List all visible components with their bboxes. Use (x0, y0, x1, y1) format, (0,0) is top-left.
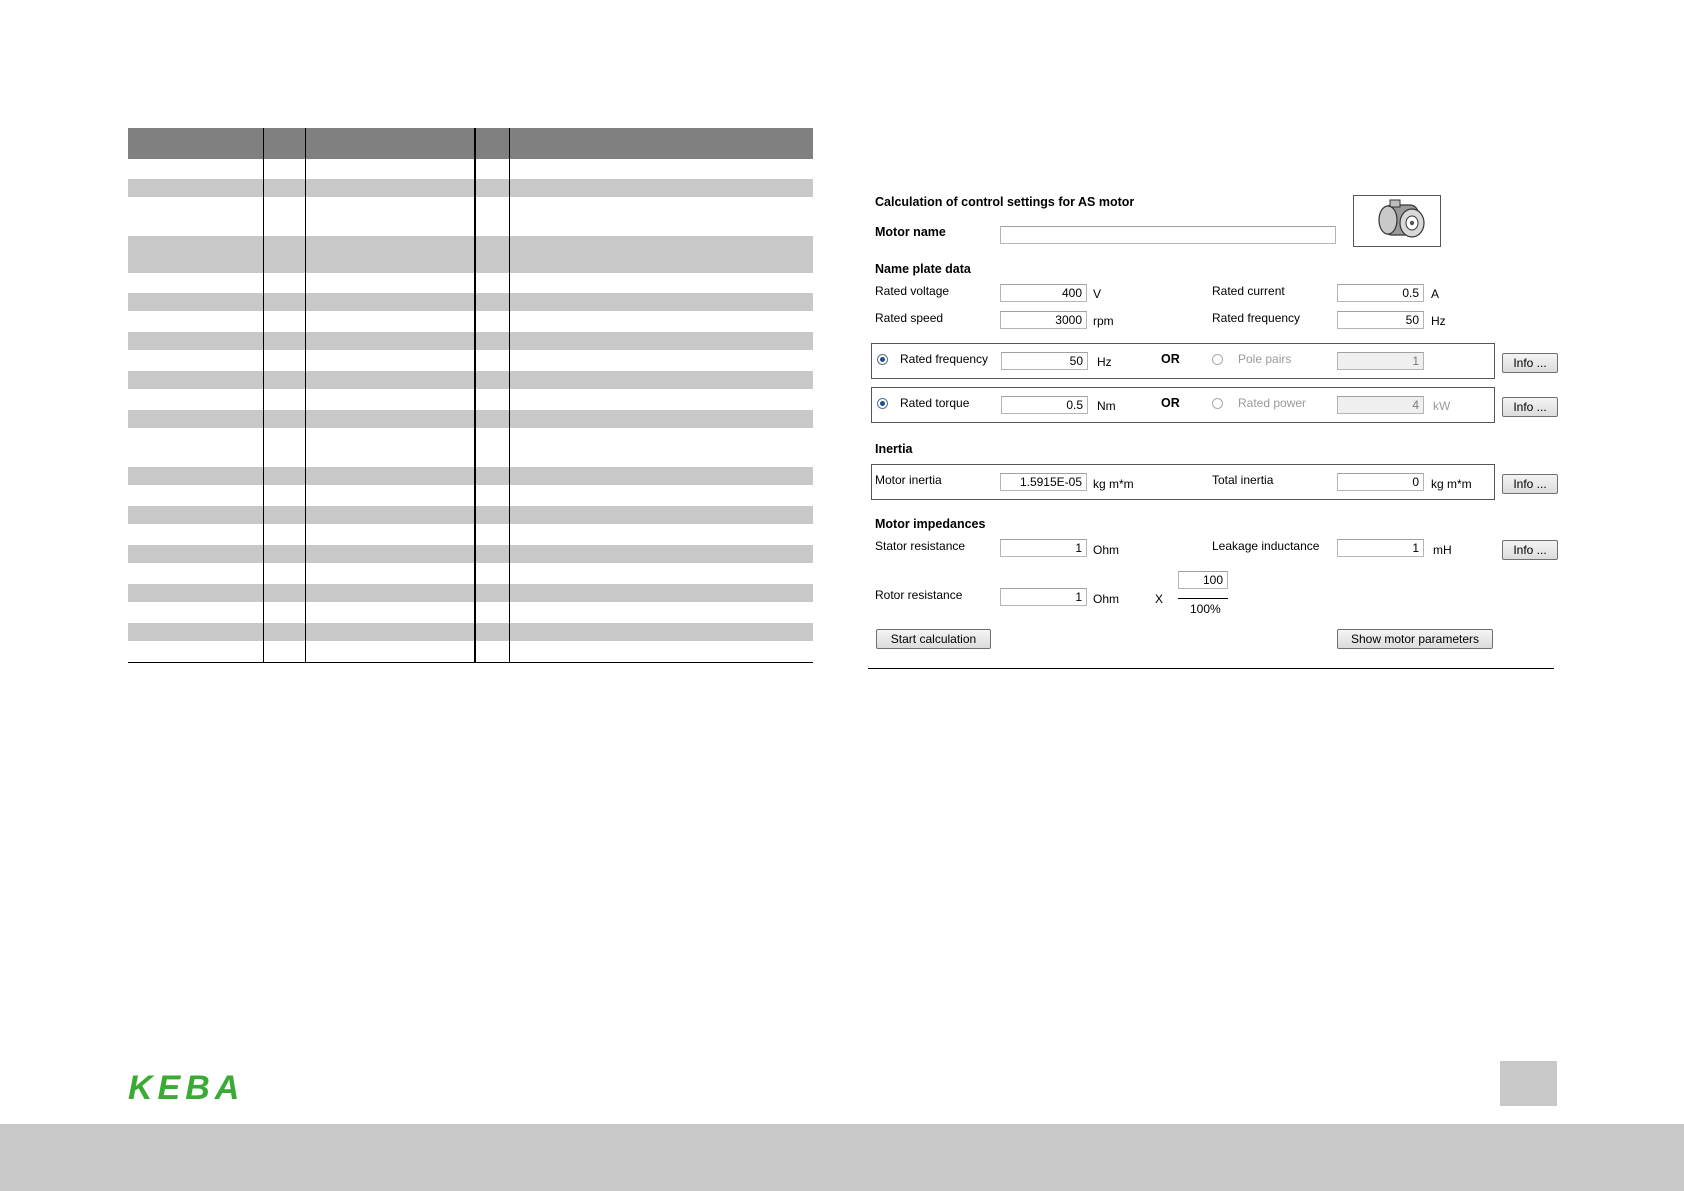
inertia-info-button[interactable]: Info ... (1502, 474, 1558, 494)
column-divider (474, 128, 476, 663)
rated-current-label: Rated current (1212, 284, 1285, 298)
option2-info-button[interactable]: Info ... (1502, 397, 1558, 417)
motor-inertia-unit: kg m*m (1093, 477, 1134, 491)
footer-bar (0, 1124, 1684, 1191)
multiplier-label: X (1155, 592, 1164, 606)
rotor-resistance-label: Rotor resistance (875, 588, 963, 602)
rated-power-radio[interactable] (1212, 398, 1223, 409)
rated-current-input[interactable] (1337, 284, 1424, 302)
dialog-title: Calculation of control settings for AS motor (875, 195, 1135, 209)
total-inertia-label: Total inertia (1212, 473, 1274, 487)
table-row (128, 545, 813, 563)
rotor-factor-input[interactable] (1178, 571, 1228, 589)
option2-torque-input[interactable] (1001, 396, 1088, 414)
table-row (128, 584, 813, 602)
column-divider (263, 128, 264, 663)
column-divider (509, 128, 510, 663)
motor-name-label: Motor name (875, 225, 946, 239)
dialog-bottom-rule (868, 668, 1554, 669)
rated-torque-radio[interactable] (877, 398, 888, 409)
column-divider (305, 128, 306, 663)
rated-voltage-input[interactable] (1000, 284, 1087, 302)
fraction-bar (1178, 598, 1228, 599)
option2-torque-unit: Nm (1097, 399, 1116, 413)
parameter-table (128, 128, 813, 663)
rated-voltage-label: Rated voltage (875, 284, 950, 298)
keba-logo (128, 1072, 268, 1102)
table-row (128, 332, 813, 350)
logo-text: KEBA (128, 1072, 245, 1102)
option1-frequency-unit: Hz (1097, 355, 1112, 369)
table-row (128, 293, 813, 311)
page-number-box (1500, 1061, 1557, 1106)
rated-speed-input[interactable] (1000, 311, 1087, 329)
motor-icon (1353, 195, 1441, 247)
option1-frequency-input[interactable] (1001, 352, 1088, 370)
option1-left-label: Rated frequency (900, 352, 989, 366)
show-motor-parameters-button[interactable]: Show motor parameters (1337, 629, 1493, 649)
table-row (128, 236, 813, 273)
start-calculation-button[interactable]: Start calculation (876, 629, 991, 649)
option2-right-label: Rated power (1238, 396, 1307, 410)
inertia-heading: Inertia (875, 442, 913, 456)
table-row (128, 467, 813, 485)
pole-pairs-input[interactable] (1337, 352, 1424, 370)
rated-frequency-unit: Hz (1431, 314, 1446, 328)
option1-right-label: Pole pairs (1238, 352, 1292, 366)
table-bottom-rule (128, 662, 813, 663)
rated-frequency-input[interactable] (1337, 311, 1424, 329)
rated-frequency-radio[interactable] (877, 354, 888, 365)
leakage-inductance-label: Leakage inductance (1212, 539, 1320, 553)
rated-speed-unit: rpm (1093, 314, 1114, 328)
table-row (128, 410, 813, 428)
motor-name-input[interactable] (1000, 226, 1336, 244)
rated-power-input[interactable] (1337, 396, 1424, 414)
table-row (128, 371, 813, 389)
table-row (128, 179, 813, 197)
rated-voltage-unit: V (1093, 287, 1102, 301)
rated-speed-label: Rated speed (875, 311, 944, 325)
pole-pairs-radio[interactable] (1212, 354, 1223, 365)
motor-inertia-label: Motor inertia (875, 473, 942, 487)
table-header (128, 128, 813, 159)
total-inertia-input[interactable] (1337, 473, 1424, 491)
nameplate-heading: Name plate data (875, 262, 971, 276)
stator-resistance-input[interactable] (1000, 539, 1087, 557)
option2-or-label: OR (1161, 396, 1180, 410)
motor-inertia-input[interactable] (1000, 473, 1087, 491)
total-inertia-unit: kg m*m (1431, 477, 1472, 491)
stator-resistance-label: Stator resistance (875, 539, 966, 553)
motor-calculation-dialog (870, 180, 1560, 670)
option1-info-button[interactable]: Info ... (1502, 353, 1558, 373)
leakage-inductance-input[interactable] (1337, 539, 1424, 557)
stator-resistance-unit: Ohm (1093, 543, 1120, 557)
option2-power-unit: kW (1433, 399, 1451, 413)
leakage-inductance-unit: mH (1433, 543, 1452, 557)
option2-left-label: Rated torque (900, 396, 970, 410)
impedances-heading: Motor impedances (875, 517, 986, 531)
rotor-resistance-input[interactable] (1000, 588, 1087, 606)
rated-frequency-label: Rated frequency (1212, 311, 1301, 325)
rotor-resistance-unit: Ohm (1093, 592, 1120, 606)
rated-current-unit: A (1431, 287, 1440, 301)
rotor-factor-unit: 100% (1190, 602, 1221, 616)
table-row (128, 506, 813, 524)
impedances-info-button[interactable]: Info ... (1502, 540, 1558, 560)
option1-or-label: OR (1161, 352, 1180, 366)
table-row (128, 623, 813, 641)
